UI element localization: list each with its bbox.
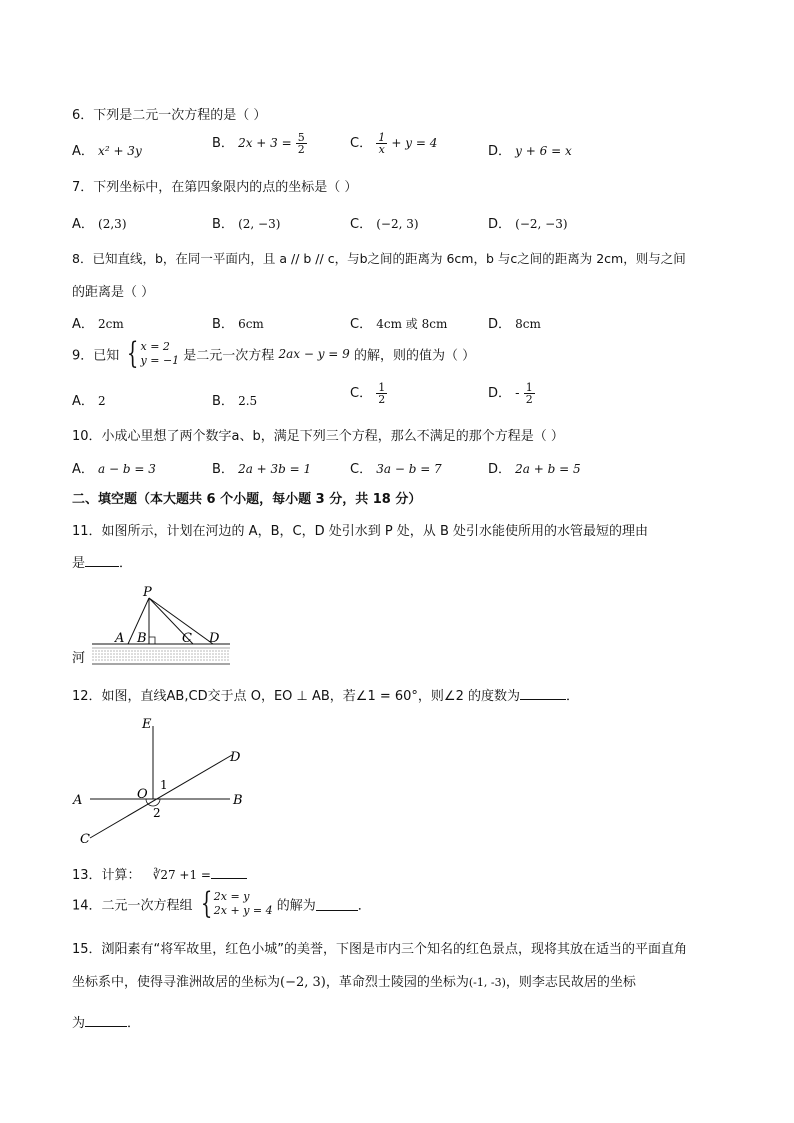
q8-stem-line1: 8．已知直线，b，在同一平面内，且 a // b // c，与b之间的距离为 6cm，b 与c之间的距离为 2cm，则与之间 (72, 251, 686, 266)
q11-line2-post: ． (119, 556, 133, 571)
q9-option-b-label: B． (212, 394, 234, 409)
label-c: C (182, 631, 192, 646)
q7-option-b (212, 213, 280, 232)
q12-stem-post: ． (565, 689, 579, 704)
q6-option-c-tail: + y = 4 (391, 136, 438, 150)
q9-option-d (488, 382, 535, 405)
q6-option-a (72, 140, 142, 159)
q9-option-c-fraction (376, 382, 387, 405)
q10-option-d (488, 458, 581, 477)
q8-option-c-label: C． (350, 317, 373, 332)
q10-option-d-value: 2a + b = 5 (515, 462, 581, 476)
q8-option-a (72, 313, 124, 332)
label-angle-2: 2 (153, 806, 161, 820)
q6-option-d (488, 140, 572, 159)
label-c: C (80, 832, 90, 846)
q10-option-c-label: C． (350, 462, 373, 477)
q9-option-c (350, 382, 387, 405)
angle-2-arc (146, 799, 160, 806)
q7-option-c-label: C． (350, 217, 373, 232)
label-o: O (137, 787, 148, 802)
system-lines (214, 890, 273, 918)
q7-option-d-label: D． (488, 217, 512, 232)
q10-option-a-value: a − b = 3 (98, 462, 156, 476)
q15-line3-pre: 为 (72, 1016, 86, 1031)
q14-stem (72, 886, 371, 921)
fraction-numerator: 1 (378, 131, 386, 144)
q6-option-d-label: D． (488, 144, 512, 159)
q15-coord-1: (−2, 3) (280, 975, 326, 990)
q10-stem: 10．小成心里想了两个数字a、b，满足下列三个方程，那么不满足的那个方程是（ ） (72, 429, 564, 444)
q9-equation: 2ax − y = 9 (278, 347, 350, 361)
label-river: 河 (72, 651, 86, 666)
q14-stem-post: 的解为 (276, 898, 316, 914)
system-lines (141, 340, 180, 368)
q6-option-a-label: A． (72, 144, 94, 159)
system-line-1: 2x = y (213, 890, 250, 903)
q15-stem-line2 (72, 971, 636, 990)
fraction-denominator: 2 (525, 393, 533, 406)
label-d: D (209, 631, 220, 646)
label-d: D (230, 750, 241, 765)
q9-stem (72, 336, 476, 371)
q6-option-c-label: C． (350, 136, 373, 151)
q15-coord-2: (-1, -3) (468, 976, 506, 989)
q9-stem-mid: 是二元一次方程 (183, 348, 275, 364)
label-a: A (115, 631, 125, 646)
q7-option-b-value: (2, −3) (238, 217, 281, 231)
q8-option-d (488, 313, 541, 332)
q9-option-a-value: 2 (98, 394, 106, 408)
q14-equation-system (197, 886, 273, 921)
q15-line3-post: ． (127, 1016, 141, 1031)
q12-stem (72, 685, 579, 704)
fraction-numerator: 1 (378, 381, 386, 394)
q8-option-c-value: 4cm 或 8cm (376, 317, 448, 331)
fraction-denominator: 2 (297, 143, 305, 156)
q9-option-d-label: D． (488, 386, 512, 401)
label-p: P (143, 585, 152, 600)
q8-option-a-label: A． (72, 317, 94, 332)
q6-option-b (212, 132, 307, 155)
fraction-denominator: 2 (378, 393, 386, 406)
q15-line2-pre: 坐标系中，使得寻淮洲故居的坐标为 (72, 975, 281, 990)
q10-option-c-value: 3a − b = 7 (376, 462, 442, 476)
q6-option-d-value: y + 6 = x (515, 144, 572, 158)
q6-option-b-value: 2x + 3 = (238, 136, 292, 150)
label-angle-1: 1 (160, 778, 168, 792)
q6-stem: 6．下列是二元一次方程的是（ ） (72, 108, 267, 123)
q7-option-a-value: (2,3) (98, 217, 127, 231)
q15-answer-blank (85, 1014, 127, 1027)
q8-option-a-value: 2cm (98, 317, 124, 331)
q10-option-b-label: B． (212, 462, 234, 477)
q11-river-figure (70, 582, 240, 672)
section-2-title: 二、填空题（本大题共 6 个小题，每小题 3 分，共 18 分） (72, 492, 422, 507)
q14-stem-end: ． (357, 898, 371, 914)
fraction-denominator: x (378, 143, 385, 156)
q9-stem-pre: 9．已知 (72, 348, 120, 364)
q8-option-c (350, 313, 447, 332)
q12-answer-blank (520, 687, 566, 700)
q10-option-b (212, 458, 311, 477)
q7-option-d (488, 213, 568, 232)
q9-option-b (212, 390, 257, 409)
q7-option-b-label: B． (212, 217, 234, 232)
q9-option-d-sign: - (515, 386, 520, 401)
q14-stem-pre: 14．二元一次方程组 (72, 898, 193, 914)
q8-option-b-value: 6cm (238, 317, 264, 331)
label-b: B (233, 793, 243, 808)
q12-intersecting-lines-figure (70, 716, 260, 846)
q11-line2-pre: 是 (72, 556, 86, 571)
q7-option-a (72, 213, 127, 232)
q15-line2-mid: ，革命烈士陵园的坐标为 (325, 975, 469, 990)
q12-stem-text: 12．如图，直线AB,CD交于点 O，EO ⊥ AB，若∠1 = 60°，则∠2 的度数为 (72, 689, 520, 704)
system-line-1: x = 2 (140, 340, 170, 353)
left-brace-icon: { (200, 886, 212, 921)
q8-stem-line2: 的距离是（ ） (72, 285, 155, 300)
line-cd (90, 755, 232, 838)
q9-option-a (72, 390, 106, 409)
q9-equation-system (123, 336, 180, 371)
left-brace-icon: { (127, 336, 139, 371)
right-angle-mark (149, 637, 155, 644)
q7-option-c-value: (−2, 3) (376, 217, 419, 231)
label-a: A (73, 793, 83, 808)
q6-option-b-fraction (296, 132, 307, 155)
q13-stem (72, 864, 247, 883)
fraction-numerator: 1 (525, 381, 533, 394)
q15-line2-post: ，则李志民故居的坐标 (505, 975, 636, 990)
q10-option-c (350, 458, 442, 477)
q8-option-d-value: 8cm (515, 317, 541, 331)
q10-option-b-value: 2a + 3b = 1 (238, 462, 312, 476)
q8-option-b (212, 313, 264, 332)
q15-stem-line1: 15．浏阳素有“将军故里，红色小城”的美誉，下图是市内三个知名的红色景点，现将其放在适当的平面直角 (72, 942, 688, 957)
label-e: E (142, 717, 152, 732)
q9-stem-post: 的解，则的值为（ ） (353, 348, 476, 364)
q13-stem-pre: 13．计算： (72, 868, 141, 883)
q7-option-d-value: (−2, −3) (515, 217, 568, 231)
q7-option-c (350, 213, 419, 232)
q9-option-d-fraction (524, 382, 535, 405)
segment-pd (149, 598, 213, 644)
q15-stem-line3 (72, 1012, 140, 1031)
q10-option-d-label: D． (488, 462, 512, 477)
q6-option-b-label: B． (212, 136, 234, 151)
q10-option-a (72, 458, 156, 477)
q11-stem-line1: 11．如图所示，计划在河边的 A，B，C，D 处引水到 P 处，从 B 处引水能使所用的水管最短的理由 (72, 524, 648, 539)
system-line-2: y = −1 (140, 354, 180, 367)
q14-answer-blank (316, 898, 358, 911)
q13-answer-blank (211, 866, 247, 879)
q6-option-a-value: x² + 3y (98, 144, 142, 158)
q7-option-a-label: A． (72, 217, 94, 232)
q7-stem: 7．下列坐标中，在第四象限内的点的坐标是（ ） (72, 180, 358, 195)
q8-option-b-label: B． (212, 317, 234, 332)
q9-option-c-label: C． (350, 386, 373, 401)
q9-option-b-value: 2.5 (238, 394, 258, 408)
q6-option-c (350, 132, 437, 155)
q11-answer-blank (85, 554, 119, 567)
q10-option-a-label: A． (72, 462, 94, 477)
q6-option-c-fraction (376, 132, 387, 155)
system-line-2: 2x + y = 4 (213, 904, 273, 917)
q11-stem-line2 (72, 552, 132, 571)
q9-option-a-label: A． (72, 394, 94, 409)
label-b: B (137, 631, 147, 646)
q8-option-d-label: D． (488, 317, 512, 332)
q13-expression: ∛27 +1 = (152, 868, 211, 882)
fraction-numerator: 5 (297, 131, 305, 144)
